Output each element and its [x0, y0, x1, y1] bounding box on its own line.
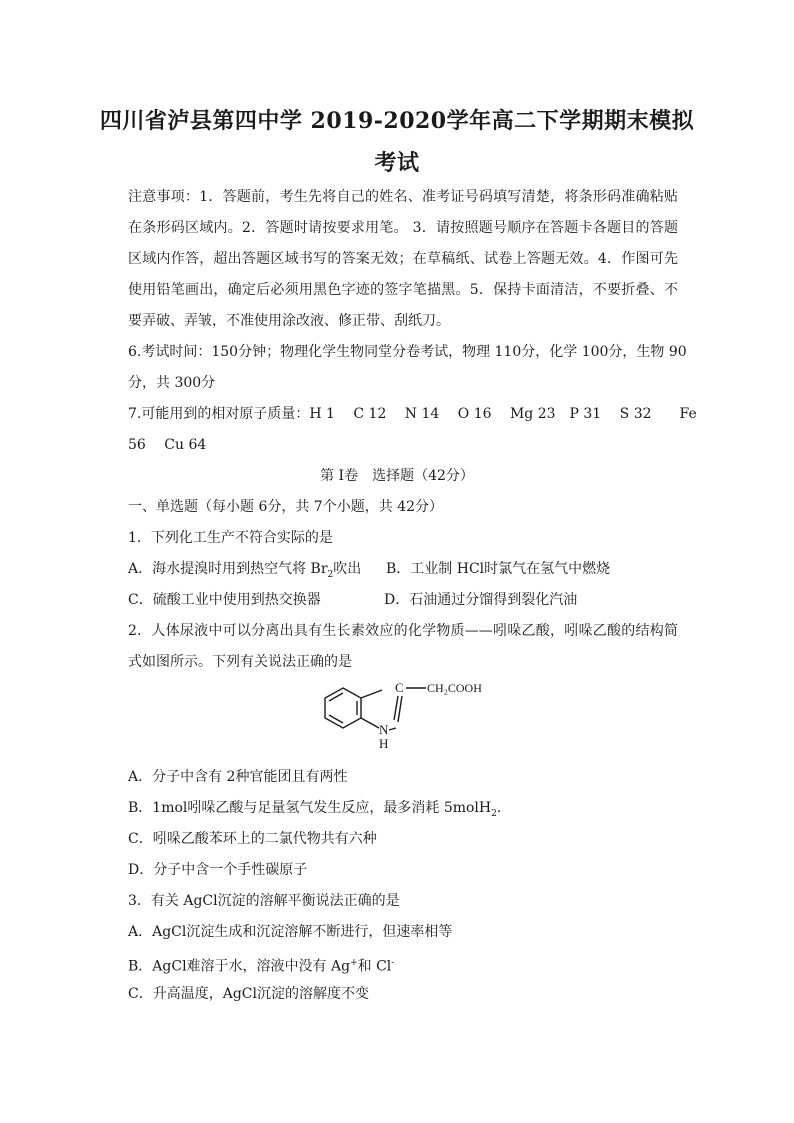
atom-h-label: H: [379, 736, 389, 751]
q3-option-c: C．升高温度，AgCl沉淀的溶解度不变: [128, 986, 369, 1002]
q2-option-a: A．分子中含有 2种官能团且有两性: [128, 769, 348, 785]
q1-option-b: B．工业制 HCl时氯气在氢气中燃烧: [386, 561, 611, 577]
bond-ring-to-c3: [361, 690, 382, 698]
q3-stem: 3．有关 AgCl沉淀的溶解平衡说法正确的是: [128, 893, 400, 909]
exam-title-line2: 考试: [374, 150, 420, 176]
section-header: 第 I卷 选择题（42分）: [320, 468, 474, 484]
part-heading: 一、单选题（每小题 6分，共 7个小题，共 42分）: [128, 499, 443, 515]
notice-line-3: 区域内作答，超出答题区域书写的答案无效；在草稿纸、试卷上答题无效。4．作图可先: [128, 251, 678, 267]
notice-line-8: 7.可能用到的相对原子质量：H 1 C 12 N 14 O 16 Mg 23 P 31 S 32 Fe: [128, 406, 697, 422]
q2-stem-line2: 式如图所示。下列有关说法正确的是: [128, 654, 352, 670]
q2-stem-line1: 2．人体尿液中可以分离出具有生长素效应的化学物质——吲哚乙酸，吲哚乙酸的结构简: [128, 623, 678, 639]
notice-line-7: 分，共 300分: [128, 375, 216, 391]
atom-c-label: C: [395, 680, 404, 695]
q3-option-b: B．AgCl难溶于水，溶液中没有 Ag+和 Cl-: [128, 958, 395, 975]
benzene-ring: [325, 688, 361, 728]
exam-title-line1: 四川省泸县第四中学 2019-2020学年高二下学期期末模拟: [99, 108, 695, 134]
notice-line-1: 注意事项：1．答题前，考生先将自己的姓名、准考证号码填写清楚，将条形码准确粘贴: [128, 189, 678, 205]
ch2cooh-label: CH₂COOH: [427, 681, 482, 695]
q1-option-c: C．硫酸工业中使用到热交换器: [128, 592, 321, 608]
notice-line-5: 要弄破、弄皱，不准使用涂改液、修正带、刮纸刀。: [128, 313, 450, 329]
q1-stem: 1．下列化工生产不符合实际的是: [128, 530, 333, 546]
bond-ring-to-n: [361, 718, 379, 728]
notice-line-9: 56 Cu 64: [128, 437, 207, 453]
q2-option-d: D．分子中含一个手性碳原子: [128, 862, 308, 878]
notice-line-2: 在条形码区域内。2．答题时请按要求用笔。 3．请按照题号顺序在答题卡各题目的答题: [128, 220, 678, 236]
q3-option-a: A．AgCl沉淀生成和沉淀溶解不断进行，但速率相等: [128, 924, 453, 940]
bond-c2-n: [389, 728, 396, 730]
q1-option-a: A．海水提溴时用到热空气将 $Br_2$吹出: [128, 561, 362, 580]
q2-option-c: C．吲哚乙酸苯环上的二氯代物共有六种: [128, 831, 377, 847]
atom-n-label: N: [379, 722, 389, 737]
q1-option-d: D．石油通过分馏得到裂化汽油: [384, 592, 578, 608]
bond-c2-c3: [398, 696, 402, 722]
bond-c2-c3-double: [394, 696, 398, 720]
notice-line-6: 6.考试时间：150分钟；物理化学生物同堂分卷考试，物理 110分，化学 100分，生物 90: [128, 344, 687, 360]
q2-option-b: B．1mol吲哚乙酸与足量氢气发生反应，最多消耗 5molH$_2$.: [128, 800, 502, 819]
indoleacetic-acid-structure: [318, 676, 498, 756]
notice-line-4: 使用铅笔画出，确定后必须用黑色字迹的签字笔描黑。5．保持卡面清洁，不要折叠、不: [128, 282, 678, 298]
